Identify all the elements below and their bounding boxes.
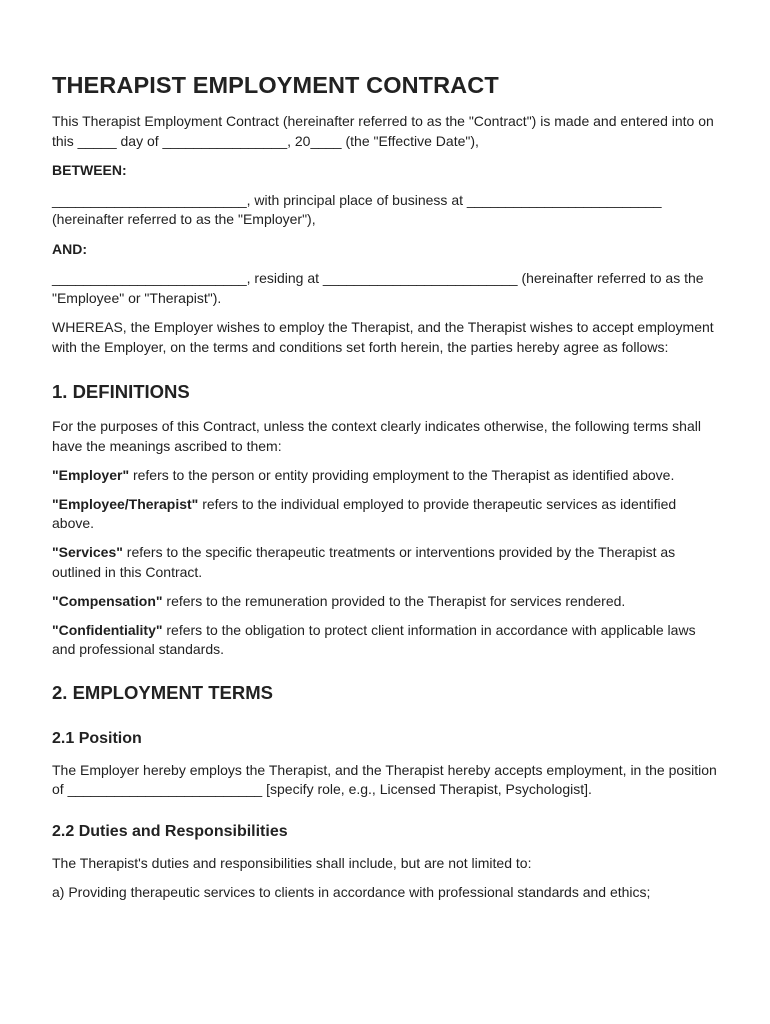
definition-text: refers to the individual employed to provide therapeutic services as identified above. [52, 495, 677, 531]
definitions-intro: For the purposes of this Contract, unless the context clearly indicates otherwise, the following terms shall have the meanings ascribed to them: [52, 418, 701, 454]
section-2-2-heading: 2.2 Duties and Responsibilities [52, 822, 288, 840]
definition-term: "Confidentiality" [52, 621, 163, 638]
position-paragraph: The Employer hereby employs the Therapist, and the Therapist hereby accepts employment, in the position of _________________________ [specify role, e.g., Licensed Therapist, Psychologist]. [52, 761, 717, 797]
contract-page [52, 70, 722, 903]
definition-compensation [52, 592, 722, 612]
intro-paragraph: This Therapist Employment Contract (hereinafter referred to as the "Contract") is made and entered into on this _____ day of ________________, 20____ (the "Effective Date"), [52, 113, 714, 149]
definition-text: refers to the obligation to protect client information in accordance with applicable laws and professional standards. [52, 621, 696, 657]
definition-term: "Services" [52, 544, 123, 560]
definition-term: "Employee/Therapist" [52, 495, 199, 512]
between-label: BETWEEN: [52, 162, 127, 178]
whereas-paragraph: WHEREAS, the Employer wishes to employ the Therapist, and the Therapist wishes to accept employment with the Employer, on the terms and conditions set forth herein, the parties hereby agree as follows: [52, 319, 714, 355]
definition-term: "Employer" [52, 466, 130, 483]
section-2-1-heading: 2.1 Position [52, 729, 142, 747]
section-1-heading: 1. DEFINITIONS [52, 381, 190, 402]
and-label: AND: [52, 240, 87, 257]
employer-paragraph: _________________________, with principal place of business at _________________________ (hereinafter referred to as the "Employer"), [52, 191, 662, 227]
definition-term: "Compensation" [52, 592, 163, 609]
duty-item-a: a) Providing therapeutic services to clients in accordance with professional standards and ethics; [52, 884, 651, 900]
employee-paragraph: _________________________, residing at _________________________ (hereinafter referred to as the "Employee" or "Therapist"). [52, 270, 704, 306]
definition-employee [52, 495, 722, 534]
definition-services [52, 543, 722, 582]
section-2-heading: 2. EMPLOYMENT TERMS [52, 681, 273, 703]
duties-intro: The Therapist's duties and responsibilities shall include, but are not limited to: [52, 854, 532, 871]
definition-employer [52, 466, 722, 486]
definition-text: refers to the specific therapeutic treatments or interventions provided by the Therapist as outlined in this Contract. [52, 544, 676, 580]
document-title: THERAPIST EMPLOYMENT CONTRACT [52, 72, 499, 98]
definition-confidentiality [52, 621, 722, 660]
definition-text: refers to the person or entity providing employment to the Therapist as identified above. [129, 466, 675, 483]
definition-text: refers to the remuneration provided to the Therapist for services rendered. [162, 592, 626, 609]
